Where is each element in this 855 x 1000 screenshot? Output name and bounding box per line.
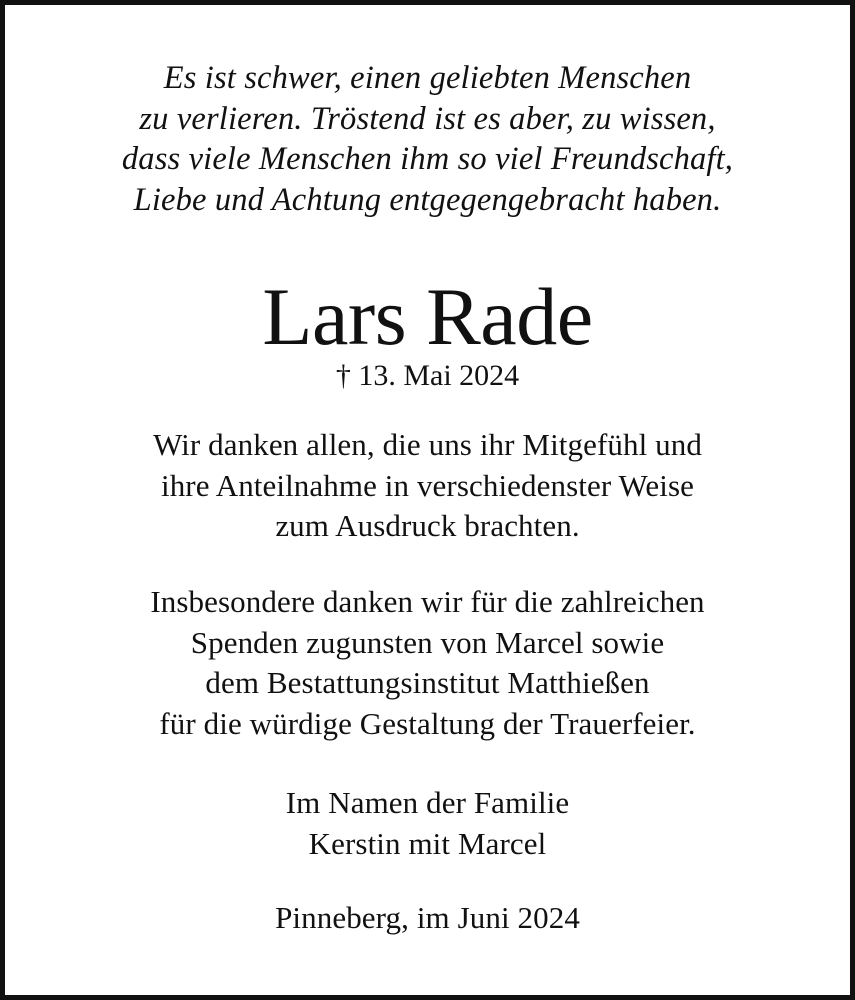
quote-line: Es ist schwer, einen geliebten Menschen [163,60,692,96]
death-date: † 13. Mai 2024 [335,359,520,392]
family-signature [0,783,855,864]
place-date: Pinneberg, im Juni 2024 [275,900,580,935]
quote-line: zu verlieren. Tröstend ist es aber, zu wissen, [139,100,716,137]
thanks-line: ihre Anteilnahme in verschiedenster Weise [160,467,695,503]
thanks-paragraph-2 [0,582,855,744]
memorial-quote [0,58,855,220]
deceased-name: Lars Rade [262,271,593,362]
signature-line: Im Namen der Familie [285,785,570,820]
thanks-line: für die würdige Gestaltung der Trauerfeier. [159,705,696,741]
thanks-line: zum Ausdruck brachten. [275,508,580,543]
quote-line: Liebe und Achtung entgegengebracht haben. [133,181,722,218]
thanks-line: Spenden zugunsten von Marcel sowie [190,624,665,660]
quote-line: dass viele Menschen ihm so viel Freundschaft, [121,141,734,177]
thanks-line: Wir danken allen, die uns ihr Mitgefühl und [153,427,702,462]
thanks-paragraph-1 [0,425,855,547]
signature-line: Kerstin mit Marcel [308,825,547,861]
thanks-line: Insbesondere danken wir für die zahlreichen [150,584,705,619]
thanks-line: dem Bestattungsinstitut Matthießen [205,665,650,700]
